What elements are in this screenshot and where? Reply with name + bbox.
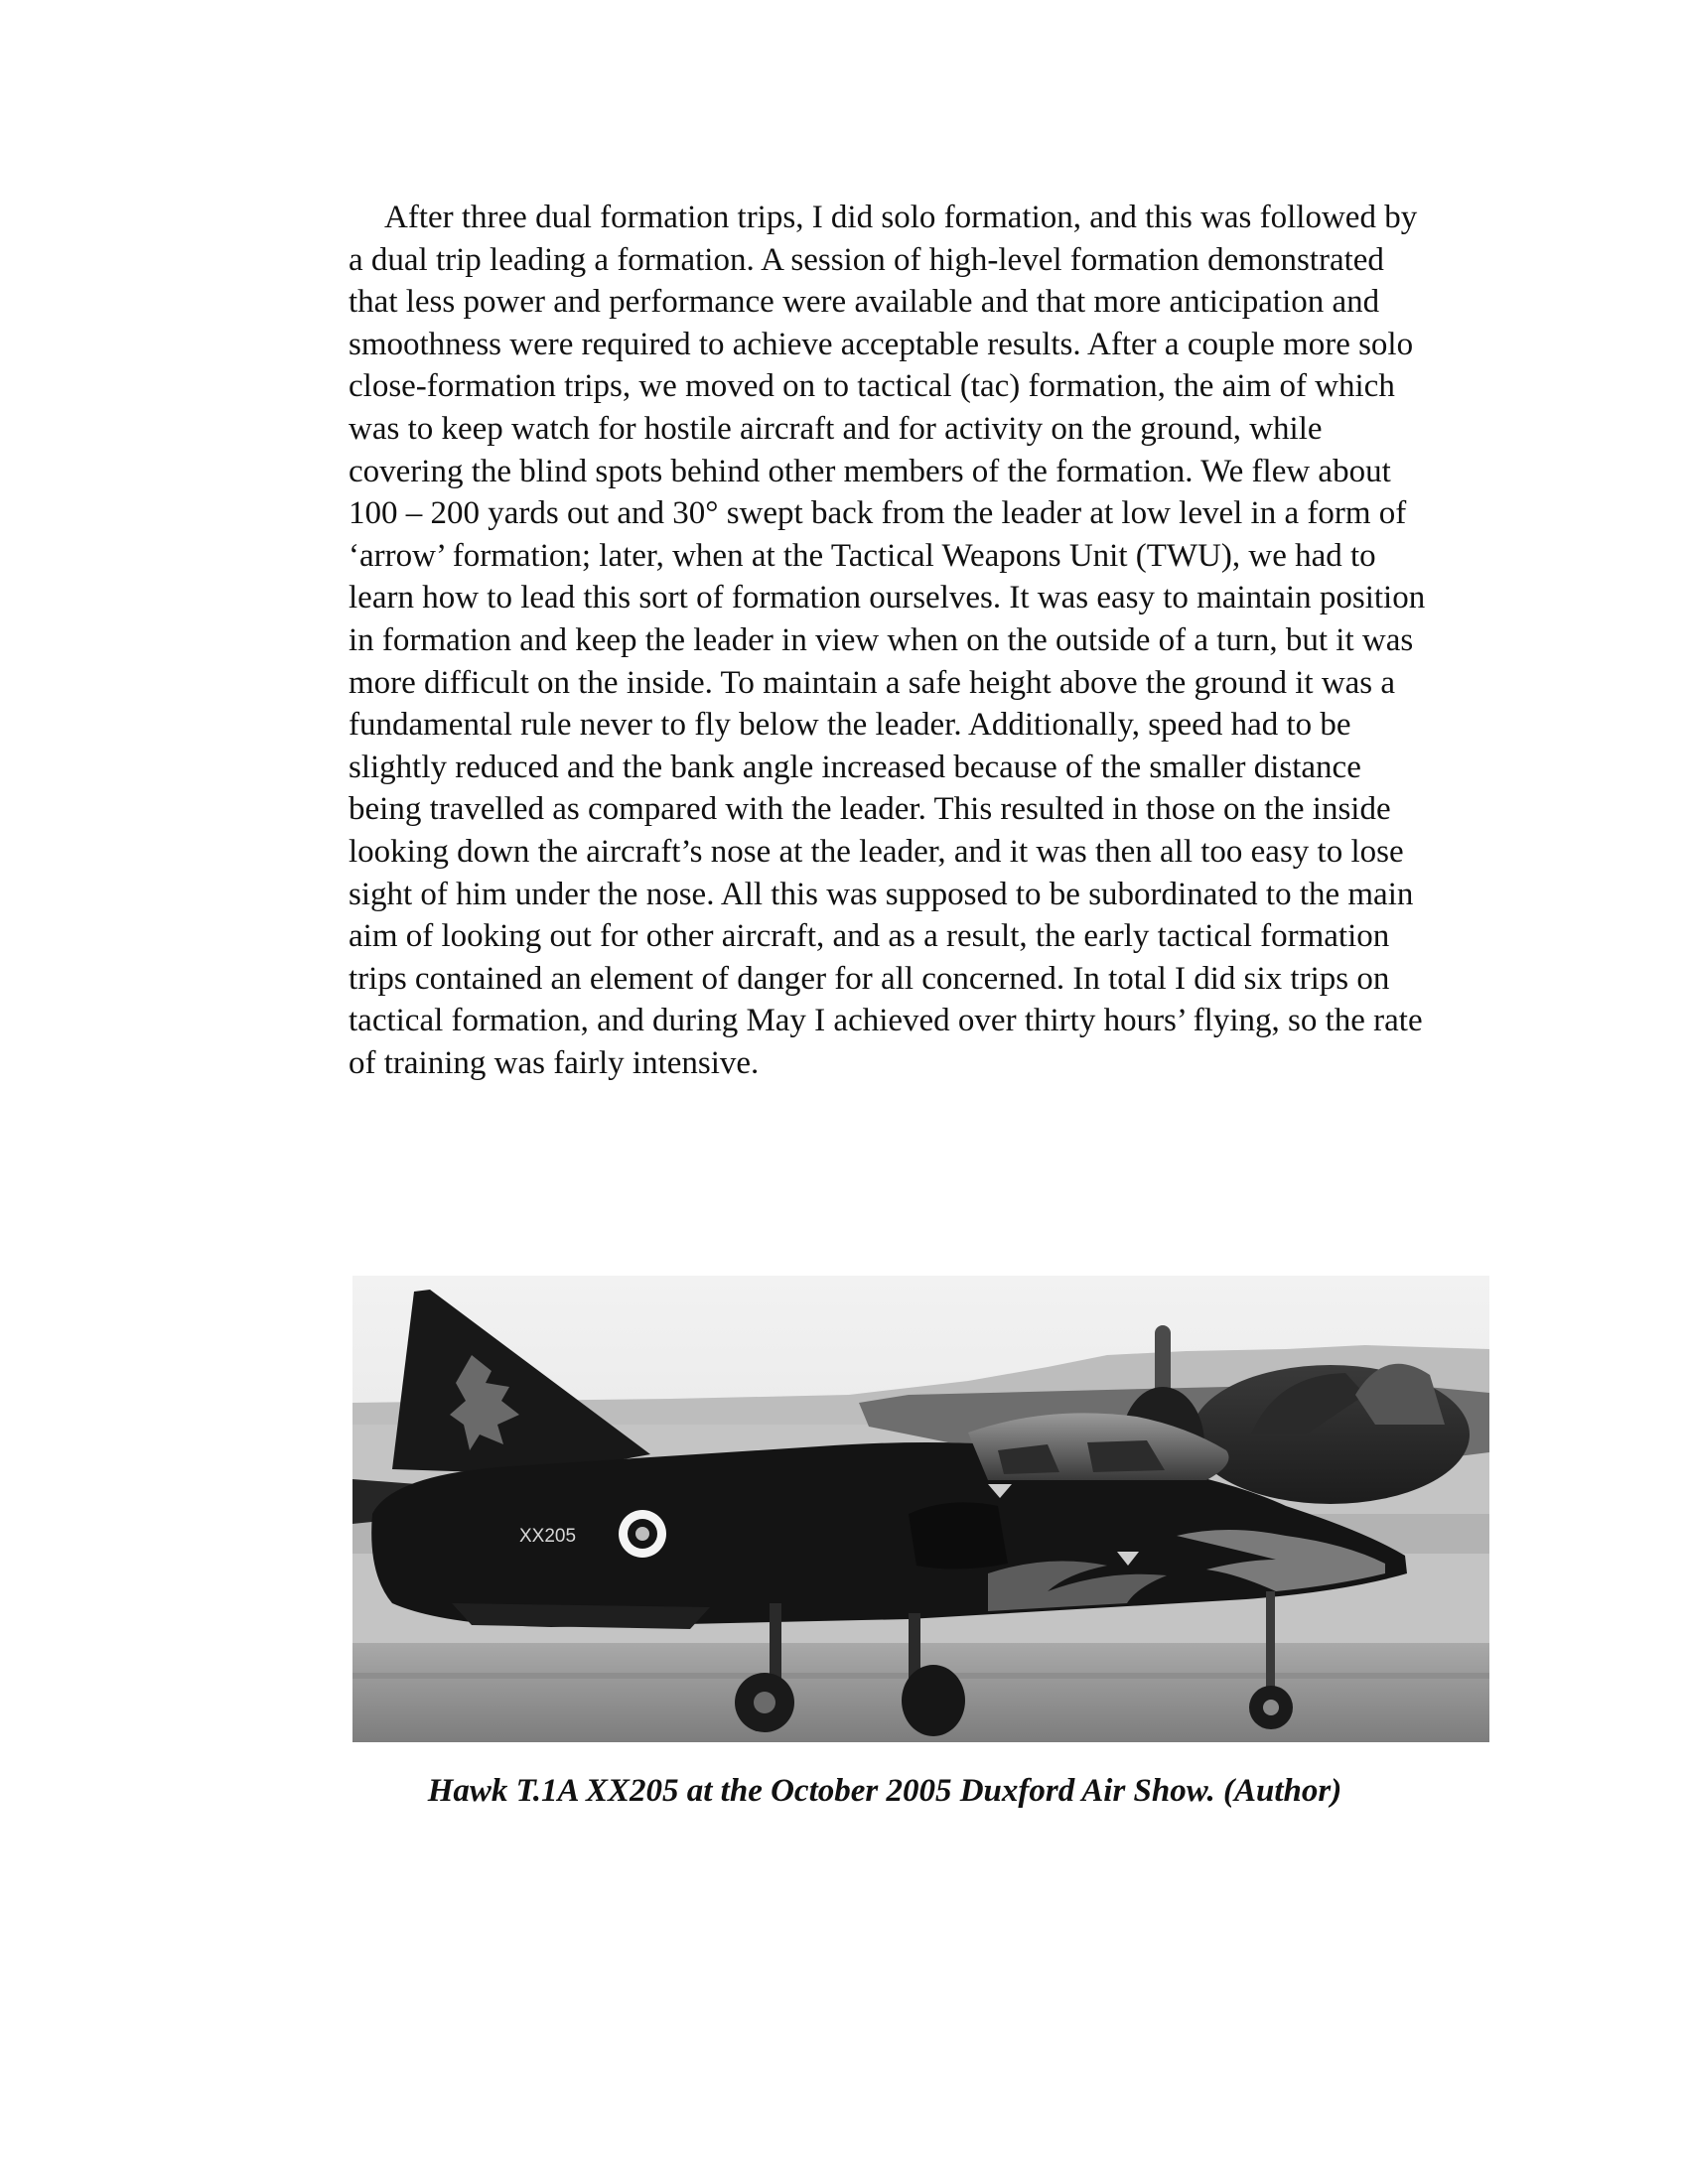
nose-gear-strut	[1266, 1591, 1275, 1691]
aircraft-photo-graphic	[352, 1276, 1489, 1742]
main-gear-strut	[770, 1603, 781, 1683]
body-paragraph: After three dual formation trips, I did solo formation, and this was followed by a dual trip leading a formation. A session of high-level formation demonstrated that less power and performance were available and that more anticipation and smoothness were required to achieve acceptable results. After a couple more solo close-formation trips, we moved on to tactical (tac) formation, the aim of which was to keep watch for hostile aircraft and for activity on the ground, while covering the blind spots behind other members of the formation. We flew about 100 – 200 yards out and 30° swept back from the leader at low level in a form of ‘arrow’ formation; later, when at the Tactical Weapons Unit (TWU), we had to learn how to lead this sort of formation ourselves. It was easy to maintain position in formation and keep the leader in view when on the outside of a turn, but it was more difficult on the inside. To maintain a safe height above the ground it was a fundamental rule never to fly below the leader. Additionally, speed had to be slightly reduced and the bank angle increased because of the smaller distance being travelled as compared with the leader. This resulted in those on the inside looking down the aircraft’s nose at the leader, and it was then all too easy to lose sight of him under the nose. All this was supposed to be subordinated to the main aim of looking out for other aircraft, and as a result, the early tactical formation trips contained an element of danger for all concerned. In total I did six trips on tactical formation, and during May I achieved over thirty hours’ flying, so the rate of training was fairly intensive.	[349, 200, 1426, 1081]
main-wheel-far	[902, 1665, 965, 1736]
aircraft-photo	[352, 1276, 1489, 1742]
aircraft-serial: XX205	[519, 1526, 577, 1547]
figure-caption: Hawk T.1A XX205 at the October 2005 Duxford Air Show. (Author)	[427, 1773, 1342, 1809]
